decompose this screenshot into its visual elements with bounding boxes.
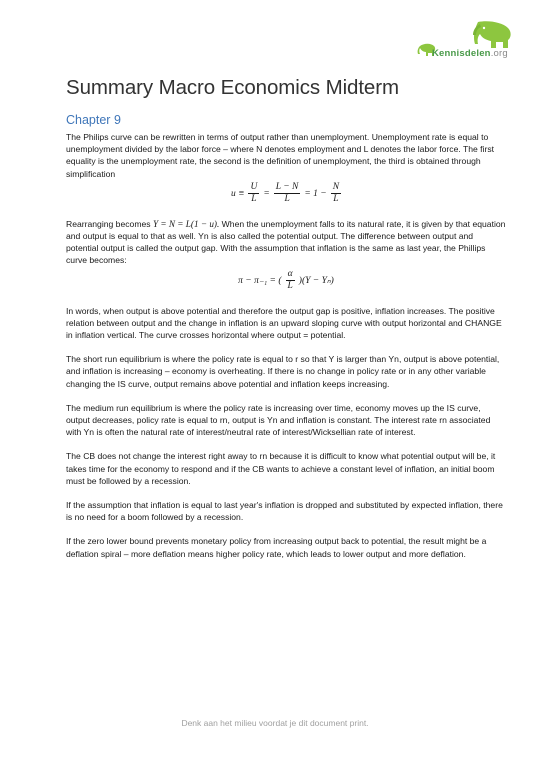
paragraph-output-gap: In words, when output is above potential and therefore the output gap is positive, inflation increases. The positive relation between output and the change in inflation is an upward sloping curve with output horizontal and CHANGE in inflation vertical. The curve crosses horizontal where output = potential.	[66, 305, 502, 341]
document-body	[66, 131, 506, 572]
paragraph-medium-run: The medium run equilibrium is where the policy rate is increasing over time, economy moves up the IS curve, output decreases, policy rate is equal to rn, output is Yn and inflation is constant. The interest rate rn associated with Yn is often the natural rate of interest/neutral rate of interest/Wicksellian rate of interest.	[66, 402, 491, 438]
chapter-heading: Chapter 9	[66, 113, 121, 127]
page-footer: Denk aan het milieu voordat je dit document print.	[181, 718, 369, 728]
paragraph-short-run: The short run equilibrium is where the policy rate is equal to r so that Y is larger than Yn, output is above potential, and inflation is increasing – economy is overheating. If there is no change in policy rate or in any other variable changing the IS curve, output remains above potential and inflation keeps increasing.	[66, 354, 500, 389]
fraction-n-over-l: $\frac{N}{L}$	[332, 182, 340, 205]
equation-phillips-curve: π − π₋₁ = ( $\frac{\alpha}{L}$ )(Y − Yₙ)	[238, 269, 334, 292]
document-title: Summary Macro Economics Midterm	[66, 76, 399, 99]
paragraph-central-bank: The CB does not change the interest right away to rn because it is difficult to know what potential output will be, it takes time for the economy to respond and if the CB wants to achieve a constant level of inflation, an initial boom must be followed by a recession.	[66, 451, 496, 486]
equation-unemployment-rate: u ≡ $\frac{U}{L}$ = $\frac{L - N}{L}$ = 1 − $\frac{N}{L}$	[230, 182, 340, 205]
logo-wordmark: Kennisdelen.org	[432, 48, 508, 59]
paragraph-expected-inflation: If the assumption that inflation is equal to last year's inflation is dropped and substituted by expected inflation, there is no need for a boom followed by a recession.	[66, 500, 503, 523]
paragraph-unemployment: The Philips curve can be rewritten in terms of output rather than unemployment. Unemployment rate is equal to unemployment divided by the labor force – where N denotes employment and L denotes the labor force. The first equality is the unemployment rate, the second is the definition of unemployment, the third is obtained through simplification	[66, 132, 495, 179]
fraction-u-over-l: $\frac{U}{L}$	[250, 182, 258, 205]
paragraph-potential-output: Rearranging becomes Y = N = L(1 − u). When the unemployment falls to its natural rate, it is given by that equation and output is equal to that as well. Yn is also called the potential output. The difference between output and potential output is called the output gap. With the assumption that inflation is the same as last year, the Phillips curve becomes:	[66, 218, 506, 266]
fraction-alpha-over-l: $\frac{\alpha}{L}$	[287, 269, 293, 292]
site-logo[interactable]	[416, 18, 534, 64]
paragraph-deflation-spiral: If the zero lower bound prevents monetary policy from increasing output back to potential, the result might be a deflation spiral – more deflation means higher policy rate, which leads to lower output and more deflation.	[66, 536, 487, 559]
fraction-l-minus-n-over-l: $\frac{L - N}{L}$	[275, 182, 299, 205]
